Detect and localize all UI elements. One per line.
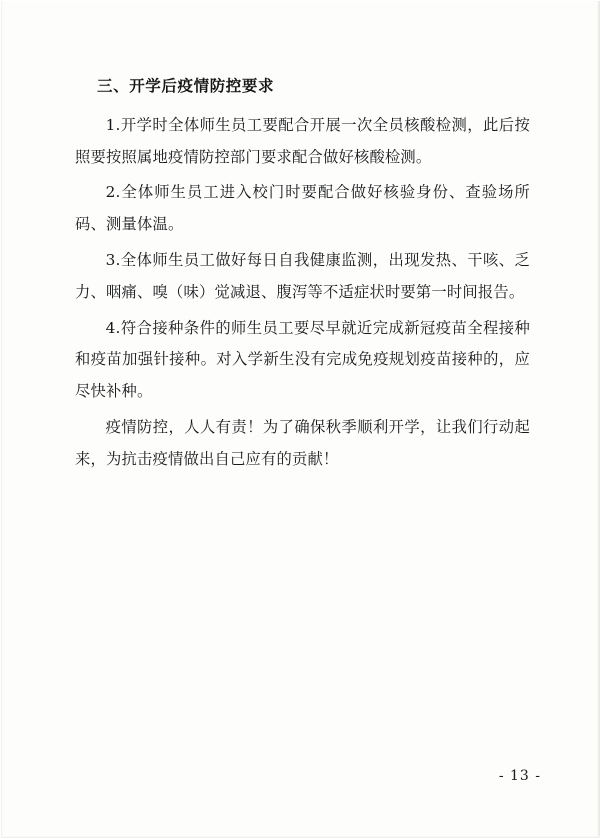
- document-body: [75, 76, 530, 480]
- page-number: - 13 -: [498, 768, 541, 784]
- paragraph-3: 3.全体师生员工做好每日自我健康监测，出现发热、干咳、乏力、咽痛、嗅（味）觉减退、腹泻等不适症状时要第一时间报告。: [75, 250, 530, 301]
- paragraph-2: 2.全体师生员工进入校门时要配合做好核验身份、查验场所码、测量体温。: [75, 183, 530, 234]
- scan-edge-right: [597, 0, 601, 839]
- paragraph-5: 疫情防控，人人有责！为了确保秋季顺利开学，让我们行动起来，为抗击疫情做出自己应有的贡献！: [75, 418, 530, 468]
- scan-edge-left: [0, 0, 3, 839]
- paragraph-4: 4.符合接种条件的师生员工要尽早就近完成新冠疫苗全程接种和疫苗加强针接种。对入学新生没有完成免疫规划疫苗接种的，应尽快补种。: [75, 318, 530, 401]
- section-heading: 三、开学后疫情防控要求: [97, 77, 275, 95]
- paragraph-1: 1.开学时全体师生员工要配合开展一次全员核酸检测，此后按照要按照属地疫情防控部门要求配合做好核酸检测。: [75, 115, 530, 166]
